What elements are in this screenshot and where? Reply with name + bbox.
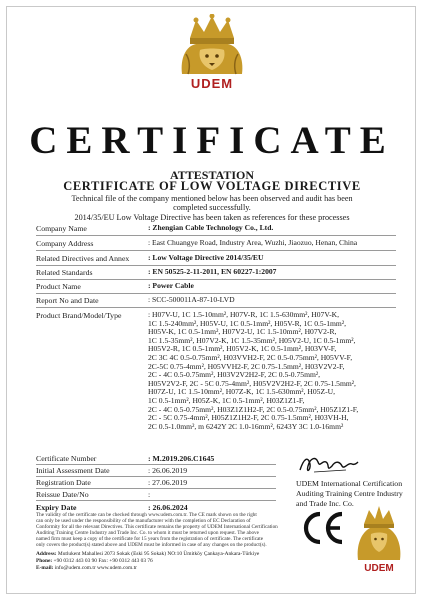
product-model-line: 2C-5C 0.75-4mm², H05VVH2-F, 2C 0.75-1.5mm², H03V2V2-F, <box>148 361 345 371</box>
seal-wordmark: UDEM <box>364 563 394 574</box>
signature-icon <box>296 452 360 478</box>
divider <box>36 464 276 465</box>
report-value: : SCC-500011A-87-10-LVD <box>148 295 235 304</box>
divider <box>36 250 396 251</box>
company-name-value: : Zhengian Cable Technology Co., Ltd. <box>148 223 274 232</box>
notice-line: only covers the product(s) stated above and UDEM must be informed in case of any changes on the product(s). <box>36 542 267 549</box>
notice-line: Auditing Training Centre Industry and Trade Inc. Co. to whom it must be returned upon request. The above <box>36 530 259 537</box>
company-name-label: Company Name <box>36 224 87 233</box>
divider <box>36 293 396 294</box>
product-model-line: H05V2-R, 1C 0.5-1mm², H05V2-K, 1C 0.5-1mm², H03VV-F, <box>148 344 337 354</box>
certificate-subtitle: CERTIFICATE OF LOW VOLTAGE DIRECTIVE <box>63 179 361 193</box>
report-label: Report No and Date <box>36 296 99 305</box>
registration-date-label: Registration Date <box>36 478 91 487</box>
directives-label: Related Directives and Annex <box>36 254 130 263</box>
certification-body-line: UDEM International Certification <box>296 479 403 488</box>
product-model-line: : H07V-U, 1C 1.5-10mm², H07V-R, 1C 1.5-630mm², H07V-K, <box>148 310 340 319</box>
product-model-line: 2C - 4C 0.5-0.75mm², H03V2V2H2-F, 2C 0.5-0.75mm², <box>148 370 321 380</box>
udem-lion-crown-logo <box>160 14 264 76</box>
notice-line: named firm must keep a copy of the certificate for 15 years from the registration of certificate. The certificate <box>36 536 264 543</box>
product-model-line: H05V2V2-F, 2C - 5C 0.75-4mm², H05V2V2H2-F, 2C 0.75-1.5mm², <box>148 378 356 388</box>
reissue-label: Reissue Date/No <box>36 490 89 499</box>
notice-line: Conformity for all the relevant Directives. This certificate remains the property of UDEM International Certification <box>36 524 278 531</box>
divider <box>36 488 276 489</box>
initial-assessment-value: : 26.06.2019 <box>148 466 188 475</box>
product-model-line: 1C 1.5-240mm², H05V-U, 1C 0.5-1mm², H05V-R, 1C 0.5-1mm², <box>148 318 347 328</box>
product-model-label: Product Brand/Model/Type <box>36 311 122 320</box>
registration-date-value: : 27.06.2019 <box>148 478 188 487</box>
phone-line <box>36 558 306 565</box>
email-line <box>36 565 306 572</box>
certificate-title: CERTIFICATE <box>29 119 395 162</box>
divider <box>36 279 396 280</box>
company-address-label: Company Address <box>36 239 94 248</box>
email-label: E-mail: <box>36 565 54 571</box>
certificate-number-value: : M.2019.206.C1645 <box>148 454 215 463</box>
divider <box>36 500 276 501</box>
intro-line: completed successfully. <box>173 203 251 213</box>
address-label: Address: <box>36 551 57 557</box>
divider <box>36 235 396 236</box>
product-model-line: 2C 0.5-1.0mm², m 6242Y 2C 1.0-16mm², 6243Y 3C 1.0-16mm² <box>148 421 344 431</box>
expiry-date-label: Expiry Date <box>36 503 77 512</box>
certificate-number-label: Certificate Number <box>36 454 97 463</box>
logo-wordmark: UDEM <box>190 76 234 91</box>
company-address-value: : East Chuangye Road, Industry Area, Wuzhi, Jiaozuo, Henan, China <box>148 238 358 247</box>
initial-assessment-label: Initial Assessment Date <box>36 466 110 475</box>
product-model-line: H07Z-U, 1C 1.5-10mm², H07Z-K, 1C 1.5-630mm², H05Z-U, <box>148 387 335 397</box>
certification-body-line: and Trade Inc. Co. <box>296 499 354 509</box>
phone-label: Phone: <box>36 558 53 564</box>
address-line <box>36 551 306 558</box>
notice-line: can only be used under the responsibility of the manufacturer with the completion of EC Declaration of <box>36 518 251 525</box>
product-model-line: 2C - 4C 0.5-0.75mm², H03Z1Z1H2-F, 2C 0.5-0.75mm², H05Z1Z1-F, <box>148 404 359 414</box>
divider <box>36 265 396 266</box>
ce-mark-icon <box>300 511 346 545</box>
expiry-date-value: : 26.06.2024 <box>148 503 188 512</box>
product-model-line: 1C 1.5-35mm², H07V2-K, 1C 1.5-35mm², H05V2-U, 1C 0.5-1mm², <box>148 335 356 345</box>
address-text: Mutlukent Mahallesi 2073 Sokak (Eski 95 Sokak) NO:10 Ümitköy Çankaya-Ankara-Türkiye <box>56 551 260 557</box>
product-model-line: 1C 0.5-1mm², H05Z-K, 1C 0.5-1mm², H03Z1Z1-F, <box>148 395 305 405</box>
email-text: info@udem.com.tr www.udem.com.tr <box>53 565 137 571</box>
contact-block <box>36 551 306 572</box>
product-model-list <box>148 311 396 431</box>
divider <box>36 476 276 477</box>
validity-notice <box>36 512 296 549</box>
phone-text: +90 0312 443 03 90 Fax: +90 0312 443 03 76 <box>52 558 153 564</box>
standards-label: Related Standards <box>36 268 93 277</box>
product-model-line: 2C - 5C 0.75-4mm², H05Z1Z1H2-F, 2C 0.75-1.5mm², H03VH-H, <box>148 413 349 423</box>
attestation-heading: ATTESTATION <box>169 168 255 182</box>
reissue-value: : <box>148 490 151 499</box>
intro-line: 2014/35/EU Low Voltage Directive has been taken as references for these processes <box>74 212 350 222</box>
directives-value: : Low Voltage Directive 2014/35/EU <box>148 253 264 262</box>
certification-body-line: Auditing Training Centre Industry <box>296 489 403 499</box>
product-model-line: H05V-K, 1C 0.5-1mm², H07V2-U, 1C 1.5-10mm², H07V2-R, <box>148 327 337 337</box>
product-name-value: : Power Cable <box>148 281 194 290</box>
product-name-label: Product Name <box>36 282 81 291</box>
intro-line: Technical file of the company mentioned below has been observed and audit has been <box>71 194 353 203</box>
product-model-line: 2C 3C 4C 0.5-0.75mm², H03VVH2-F, 2C 0.5-0.75mm², H05VV-F, <box>148 352 353 362</box>
intro-paragraph <box>36 194 388 222</box>
standards-value: : EN 50525-2-11-2011, EN 60227-1:2007 <box>148 267 277 276</box>
divider <box>36 307 396 308</box>
notice-line: The validity of the certificate can be checked through www.udem.com.tr. The CE mark shown on the right <box>36 512 257 518</box>
